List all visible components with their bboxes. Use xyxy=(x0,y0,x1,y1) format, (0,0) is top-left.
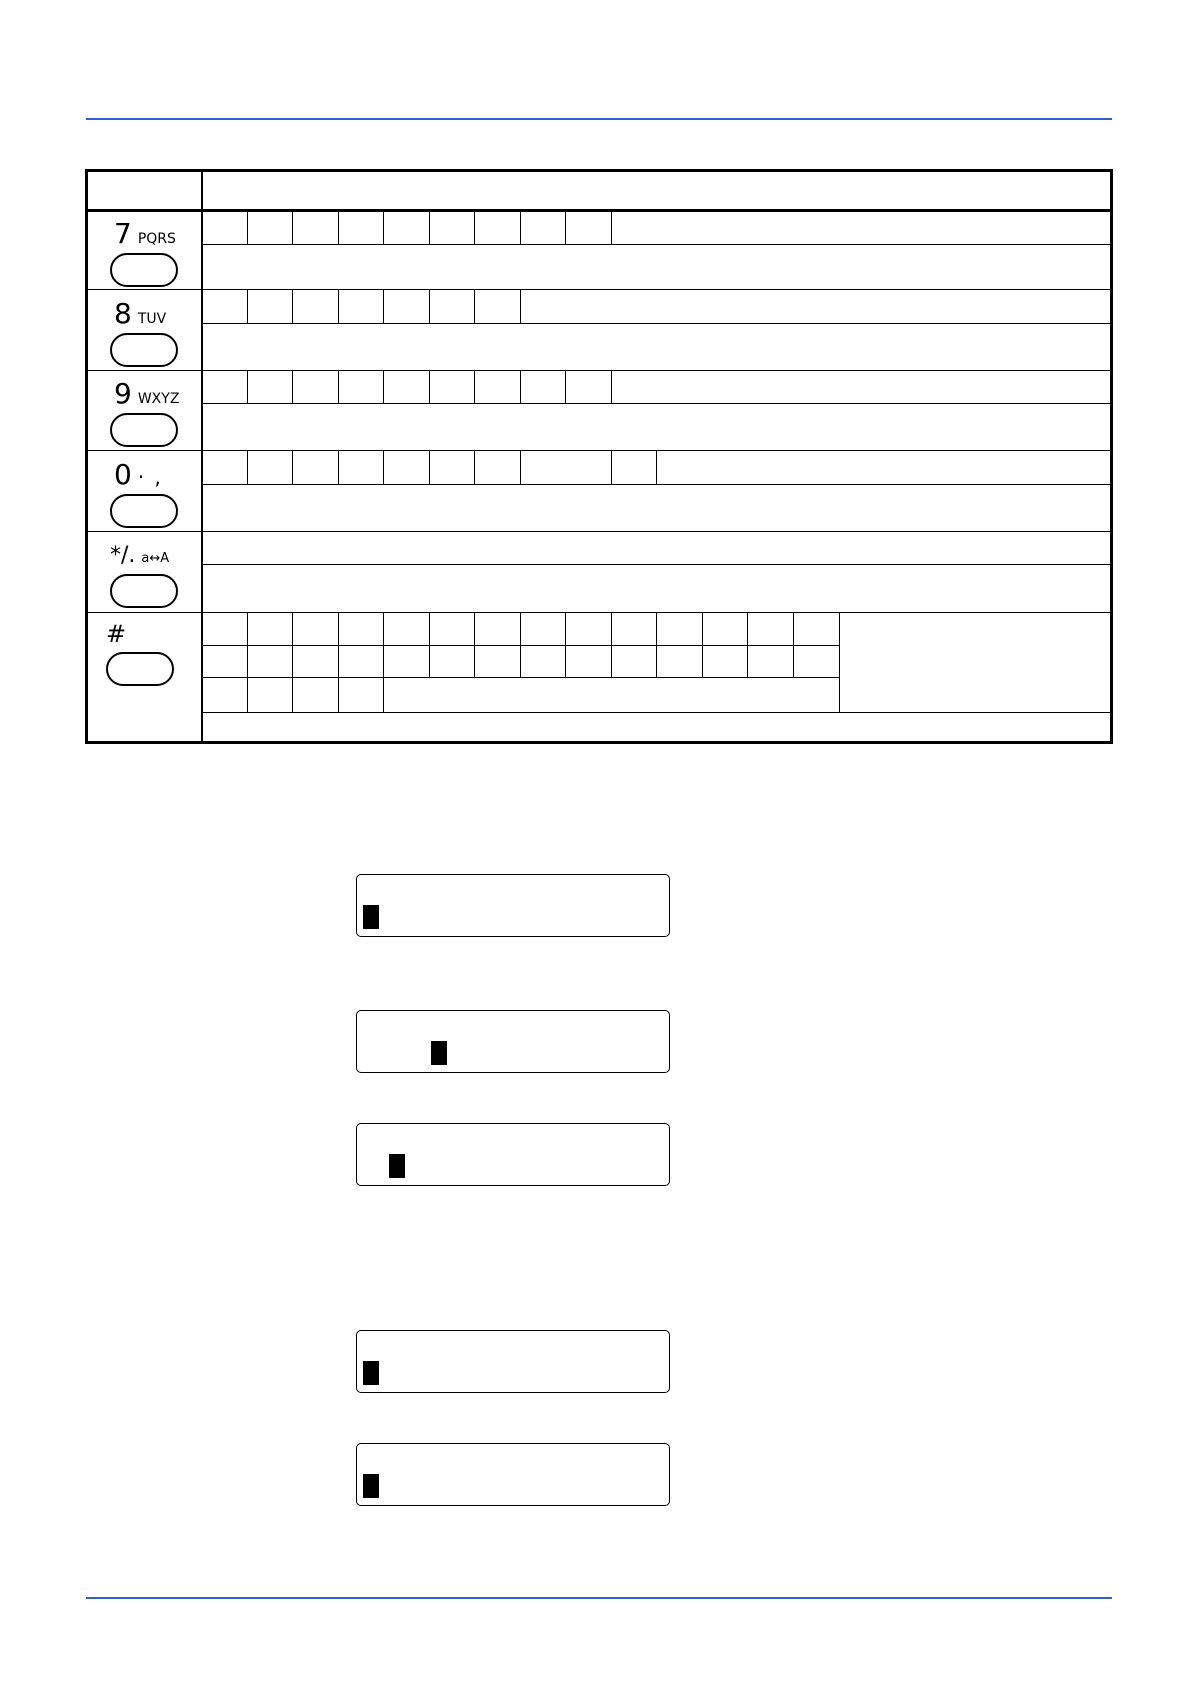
key-0-punctuation: · , xyxy=(137,465,163,489)
text-cursor xyxy=(363,1474,379,1498)
cell-divider xyxy=(202,677,840,678)
cell-divider xyxy=(292,451,293,484)
key-hash-label xyxy=(106,620,126,648)
cell-divider xyxy=(520,451,521,484)
cell-divider xyxy=(839,613,840,713)
row-separator xyxy=(88,289,1110,290)
row-separator xyxy=(88,450,1110,451)
cell-divider xyxy=(565,371,566,404)
key-7-label xyxy=(114,217,176,250)
keypad-hash-button-icon xyxy=(106,652,174,686)
keypad-9-button-icon xyxy=(110,413,178,447)
cell-divider xyxy=(611,451,612,484)
text-cursor xyxy=(431,1041,447,1065)
lcd-display xyxy=(356,874,670,937)
cell-divider xyxy=(520,290,521,323)
row-separator xyxy=(88,370,1110,371)
cell-divider xyxy=(247,290,248,323)
keypad-star-button-icon xyxy=(110,574,178,608)
cell-divider xyxy=(429,613,430,678)
cell-divider xyxy=(747,613,748,678)
cell-divider xyxy=(383,613,384,713)
table-header-row xyxy=(88,172,1110,212)
cell-divider xyxy=(383,290,384,323)
key-0-label xyxy=(114,458,163,491)
text-cursor xyxy=(363,1361,379,1385)
key-hash-symbol: # xyxy=(106,620,127,648)
cell-divider xyxy=(474,371,475,404)
keypad-7-button-icon xyxy=(110,253,178,287)
key-8-digit: 8 xyxy=(114,297,132,330)
cell-divider xyxy=(793,613,794,678)
footer-rule xyxy=(86,1597,1112,1599)
row-separator xyxy=(88,612,1110,613)
key-column-divider xyxy=(201,172,203,741)
key-7-letters: PQRS xyxy=(137,231,176,247)
lcd-display xyxy=(356,1123,670,1186)
cell-divider xyxy=(202,564,1110,565)
cell-divider xyxy=(247,371,248,404)
cell-divider xyxy=(429,371,430,404)
cell-divider xyxy=(338,613,339,713)
key-8-letters: TUV xyxy=(137,311,167,327)
cell-divider xyxy=(338,290,339,323)
cell-divider xyxy=(202,484,1110,485)
cell-divider xyxy=(656,613,657,678)
cell-divider xyxy=(565,613,566,678)
cell-divider xyxy=(474,613,475,678)
cell-divider xyxy=(702,613,703,678)
key-9-digit: 9 xyxy=(114,377,132,410)
cell-divider xyxy=(202,645,840,646)
key-star-symbol: */. xyxy=(110,543,136,568)
lcd-display xyxy=(356,1010,670,1073)
cell-divider xyxy=(292,371,293,404)
cell-divider xyxy=(338,371,339,404)
cell-divider xyxy=(429,212,430,245)
text-cursor xyxy=(363,905,379,929)
cell-divider xyxy=(292,212,293,245)
cell-divider xyxy=(474,212,475,245)
key-0-digit: 0 xyxy=(114,458,132,491)
cell-divider xyxy=(611,212,612,245)
key-star-label xyxy=(110,542,169,570)
cell-divider xyxy=(247,451,248,484)
character-key-table xyxy=(85,169,1113,744)
cell-divider xyxy=(292,613,293,713)
cell-divider xyxy=(383,371,384,404)
key-7-digit: 7 xyxy=(114,217,132,250)
key-star-case-toggle: a↔A xyxy=(141,551,170,566)
cell-divider xyxy=(338,451,339,484)
cell-divider xyxy=(338,212,339,245)
key-9-letters: WXYZ xyxy=(137,391,180,407)
keypad-0-button-icon xyxy=(110,494,178,528)
key-9-label xyxy=(114,377,180,410)
cell-divider xyxy=(611,371,612,404)
keypad-8-button-icon xyxy=(110,333,178,367)
cell-divider xyxy=(520,212,521,245)
row-separator xyxy=(88,531,1110,532)
cell-divider xyxy=(292,290,293,323)
text-cursor xyxy=(389,1154,405,1178)
cell-divider xyxy=(656,451,657,484)
cell-divider xyxy=(474,290,475,323)
lcd-display xyxy=(356,1330,670,1393)
lcd-display xyxy=(356,1443,670,1506)
header-rule xyxy=(86,118,1112,120)
cell-divider xyxy=(383,451,384,484)
key-8-label xyxy=(114,297,167,330)
cell-divider xyxy=(429,451,430,484)
cell-divider xyxy=(565,212,566,245)
cell-divider xyxy=(429,290,430,323)
cell-divider xyxy=(247,212,248,245)
cell-divider xyxy=(611,613,612,678)
cell-divider xyxy=(520,371,521,404)
cell-divider xyxy=(474,451,475,484)
cell-divider xyxy=(520,613,521,678)
cell-divider xyxy=(202,323,1110,324)
cell-divider xyxy=(383,212,384,245)
cell-divider xyxy=(247,613,248,713)
